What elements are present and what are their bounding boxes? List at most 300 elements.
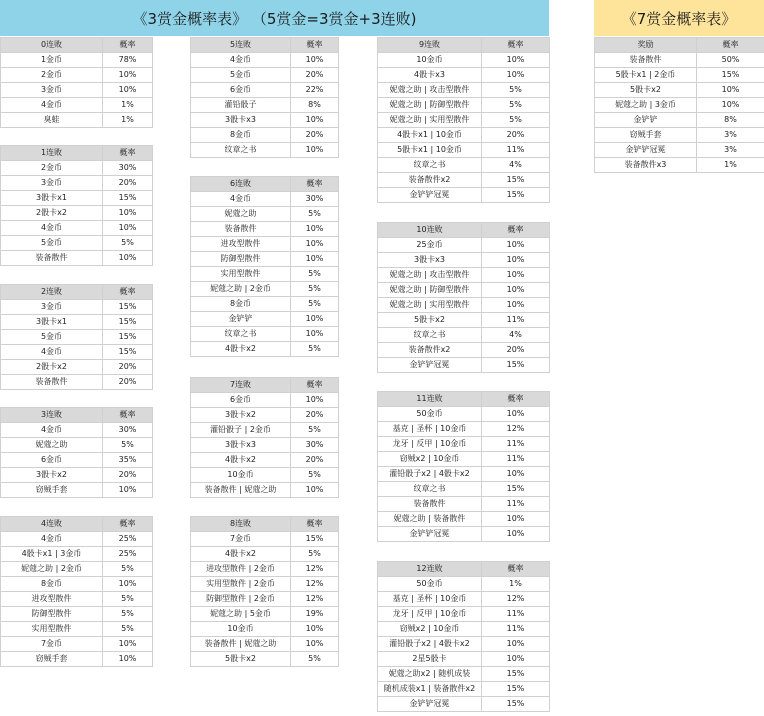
table-header-row [1, 408, 153, 423]
reward-cell: 5骰卡x1 | 2金币 [595, 68, 697, 83]
reward-cell: 8金币 [1, 577, 103, 592]
reward-cell: 7金币 [191, 532, 291, 547]
column-header-item: 11连败 [378, 392, 482, 407]
reward-cell: 2星5骰卡 [378, 652, 482, 667]
probability-cell: 15% [103, 300, 153, 315]
table-row [191, 98, 339, 113]
reward-cell: 基克 | 圣杯 | 10金币 [378, 592, 482, 607]
reward-cell: 纹章之书 [191, 327, 291, 342]
column-header-probability: 概率 [291, 38, 339, 53]
table-row [191, 192, 339, 207]
table-row [1, 236, 153, 251]
probability-cell: 5% [103, 562, 153, 577]
reward-cell: 妮蔻之助 | 攻击型散件 [378, 83, 482, 98]
reward-cell: 金铲铲冠冕 [378, 697, 482, 712]
reward-cell: 2骰卡x2 [1, 206, 103, 221]
probability-cell: 10% [482, 407, 550, 422]
table-t2 [0, 284, 153, 390]
table-row [378, 328, 550, 343]
table-t11 [377, 391, 550, 542]
reward-cell: 妮蔻之助 | 防御型散件 [378, 98, 482, 113]
probability-cell: 5% [482, 98, 550, 113]
column-header-probability: 概率 [482, 223, 550, 238]
table-t4 [0, 516, 153, 667]
probability-cell: 4% [482, 158, 550, 173]
reward-cell: 实用型散件 | 2金币 [191, 577, 291, 592]
reward-cell: 妮蔻之助 | 防御型散件 [378, 283, 482, 298]
probability-cell: 10% [103, 483, 153, 498]
table-row [1, 532, 153, 547]
reward-cell: 3骰卡x2 [191, 408, 291, 423]
probability-cell: 5% [291, 468, 339, 483]
table-row [378, 173, 550, 188]
probability-cell: 5% [482, 113, 550, 128]
table-row [191, 68, 339, 83]
column-header-probability: 概率 [697, 38, 764, 53]
reward-cell: 4骰卡x2 [191, 453, 291, 468]
table-row [191, 607, 339, 622]
table-row [378, 298, 550, 313]
probability-cell: 10% [482, 637, 550, 652]
probability-cell: 10% [291, 113, 339, 128]
reward-cell: 装备散件 [595, 53, 697, 68]
column-header-item: 7连败 [191, 378, 291, 393]
table-row [191, 53, 339, 68]
reward-cell: 妮蔻之助x2 | 随机成装 [378, 667, 482, 682]
table-row [1, 176, 153, 191]
probability-cell: 10% [103, 206, 153, 221]
column-header-item: 9连败 [378, 38, 482, 53]
probability-cell: 5% [103, 236, 153, 251]
probability-cell: 19% [291, 607, 339, 622]
probability-cell: 3% [697, 143, 764, 158]
reward-cell: 6金币 [191, 393, 291, 408]
probability-cell: 10% [482, 467, 550, 482]
probability-cell: 8% [291, 98, 339, 113]
table-row [191, 453, 339, 468]
reward-cell: 窃贼手套 [1, 652, 103, 667]
table-row [378, 158, 550, 173]
probability-cell: 5% [291, 652, 339, 667]
probability-cell: 10% [291, 143, 339, 158]
table-header-row [378, 562, 550, 577]
table-row [1, 607, 153, 622]
reward-cell: 妮蔻之助 | 5金币 [191, 607, 291, 622]
table-row [595, 53, 764, 68]
table-row [378, 283, 550, 298]
reward-cell: 妮蔻之助 [191, 207, 291, 222]
reward-cell: 3金币 [1, 176, 103, 191]
probability-cell: 5% [291, 282, 339, 297]
table-t12 [377, 561, 550, 712]
reward-cell: 窃贼x2 | 10金币 [378, 622, 482, 637]
table-row [191, 143, 339, 158]
reward-cell: 4骰卡x2 [191, 547, 291, 562]
table-row [595, 83, 764, 98]
probability-cell: 50% [697, 53, 764, 68]
probability-cell: 12% [482, 592, 550, 607]
table-row [191, 128, 339, 143]
table-row [191, 532, 339, 547]
reward-cell: 4金币 [1, 532, 103, 547]
probability-cell: 15% [697, 68, 764, 83]
table-row [191, 468, 339, 483]
probability-cell: 35% [103, 453, 153, 468]
reward-cell: 窃贼手套 [595, 128, 697, 143]
column-header-item: 6连败 [191, 177, 291, 192]
probability-cell: 10% [697, 83, 764, 98]
probability-cell: 8% [697, 113, 764, 128]
table-row [191, 637, 339, 652]
column-header-probability: 概率 [103, 408, 153, 423]
table-row [191, 408, 339, 423]
column-header-item: 2连败 [1, 285, 103, 300]
table-row [378, 113, 550, 128]
reward-cell: 灌铅骰子 [191, 98, 291, 113]
table-row [1, 206, 153, 221]
table-row [378, 68, 550, 83]
table-row [378, 637, 550, 652]
probability-cell: 10% [482, 268, 550, 283]
probability-cell: 78% [103, 53, 153, 68]
reward-cell: 50金币 [378, 577, 482, 592]
reward-cell: 1金币 [1, 53, 103, 68]
reward-cell: 6金币 [1, 453, 103, 468]
reward-cell: 妮蔻之助 [1, 438, 103, 453]
reward-cell: 妮蔻之助 | 2金币 [191, 282, 291, 297]
reward-cell: 3骰卡x3 [378, 253, 482, 268]
probability-cell: 15% [482, 697, 550, 712]
reward-cell: 2骰卡x2 [1, 360, 103, 375]
table-row [378, 53, 550, 68]
reward-cell: 防御型散件 [191, 252, 291, 267]
table-row [378, 607, 550, 622]
column-header-item: 8连败 [191, 517, 291, 532]
reward-cell: 4骰卡x1 | 10金币 [378, 128, 482, 143]
reward-cell: 妮蔻之助 | 2金币 [1, 562, 103, 577]
column-header-item: 1连败 [1, 146, 103, 161]
reward-cell: 10金币 [191, 468, 291, 483]
probability-cell: 5% [103, 592, 153, 607]
table-row [1, 577, 153, 592]
reward-cell: 进攻型散件 [191, 237, 291, 252]
probability-cell: 10% [291, 622, 339, 637]
table-header-row [1, 285, 153, 300]
table-row [191, 113, 339, 128]
probability-cell: 1% [482, 577, 550, 592]
reward-cell: 4金币 [191, 53, 291, 68]
reward-cell: 6金币 [191, 83, 291, 98]
probability-cell: 5% [291, 423, 339, 438]
reward-cell: 4金币 [1, 345, 103, 360]
reward-cell: 3金币 [1, 300, 103, 315]
reward-cell: 3骰卡x3 [191, 438, 291, 453]
reward-cell: 5骰卡x1 | 10金币 [378, 143, 482, 158]
table-row [378, 313, 550, 328]
table-t6 [190, 176, 339, 357]
reward-cell: 随机成装x1 | 装备散件x2 [378, 682, 482, 697]
reward-cell: 装备散件 [191, 222, 291, 237]
probability-cell: 15% [103, 330, 153, 345]
probability-cell: 5% [291, 267, 339, 282]
reward-cell: 3骰卡x1 [1, 191, 103, 206]
reward-cell: 龙牙 | 反甲 | 10金币 [378, 607, 482, 622]
reward-cell: 妮蔻之助 | 实用型散件 [378, 298, 482, 313]
reward-cell: 装备散件 [1, 375, 103, 390]
reward-cell: 纹章之书 [191, 143, 291, 158]
table-row [378, 452, 550, 467]
table-row [191, 267, 339, 282]
table-row [1, 300, 153, 315]
probability-cell: 15% [291, 532, 339, 547]
probability-cell: 10% [291, 312, 339, 327]
table-row [1, 330, 153, 345]
table-row [378, 512, 550, 527]
table-row [191, 282, 339, 297]
probability-cell: 12% [291, 562, 339, 577]
table-row [191, 562, 339, 577]
column-header-probability: 概率 [291, 378, 339, 393]
table-row [378, 358, 550, 373]
table-row [378, 497, 550, 512]
table-header-row [191, 177, 339, 192]
reward-cell: 5金币 [1, 330, 103, 345]
table-row [378, 422, 550, 437]
probability-cell: 12% [291, 577, 339, 592]
table-row [191, 252, 339, 267]
probability-cell: 10% [482, 283, 550, 298]
probability-cell: 10% [482, 68, 550, 83]
reward-cell: 金铲铲冠冕 [595, 143, 697, 158]
table-row [1, 191, 153, 206]
table-header-row [191, 378, 339, 393]
column-header-probability: 概率 [103, 146, 153, 161]
column-header-probability: 概率 [482, 562, 550, 577]
table-row [1, 423, 153, 438]
table-row [1, 438, 153, 453]
table-row [1, 547, 153, 562]
table-t10 [377, 222, 550, 373]
table-t1 [0, 145, 153, 266]
column-header-probability: 概率 [103, 517, 153, 532]
probability-cell: 10% [291, 393, 339, 408]
reward-cell: 装备散件 [1, 251, 103, 266]
table-row [1, 98, 153, 113]
reward-cell: 5金币 [1, 236, 103, 251]
table-row [191, 423, 339, 438]
probability-cell: 5% [103, 438, 153, 453]
reward-cell: 龙牙 | 反甲 | 10金币 [378, 437, 482, 452]
reward-cell: 5金币 [191, 68, 291, 83]
table-header-row [191, 517, 339, 532]
table-row [595, 98, 764, 113]
table-row [378, 98, 550, 113]
probability-cell: 30% [291, 192, 339, 207]
table-header-row [378, 38, 550, 53]
probability-cell: 10% [103, 577, 153, 592]
table-row [191, 222, 339, 237]
table-row [1, 562, 153, 577]
probability-cell: 30% [103, 161, 153, 176]
table-row [378, 437, 550, 452]
reward-cell: 进攻型散件 | 2金币 [191, 562, 291, 577]
table-row [378, 128, 550, 143]
probability-cell: 15% [482, 682, 550, 697]
reward-cell: 5骰卡x2 [595, 83, 697, 98]
reward-cell: 50金币 [378, 407, 482, 422]
table-row [191, 327, 339, 342]
probability-cell: 10% [482, 512, 550, 527]
reward-cell: 纹章之书 [378, 158, 482, 173]
reward-cell: 4金币 [191, 192, 291, 207]
reward-cell: 金铲铲冠冕 [378, 358, 482, 373]
probability-cell: 20% [291, 128, 339, 143]
table-row [378, 238, 550, 253]
probability-cell: 15% [103, 191, 153, 206]
probability-cell: 5% [291, 297, 339, 312]
probability-cell: 1% [697, 158, 764, 173]
table-row [1, 68, 153, 83]
probability-cell: 15% [103, 345, 153, 360]
probability-cell: 11% [482, 437, 550, 452]
probability-cell: 11% [482, 607, 550, 622]
probability-cell: 10% [291, 637, 339, 652]
table-row [378, 592, 550, 607]
column-header-item: 12连败 [378, 562, 482, 577]
title-banner-3-bounty: 《3赏金概率表》 （5赏金=3赏金+3连败) [0, 0, 549, 36]
table-t3 [0, 407, 153, 498]
table-row [378, 482, 550, 497]
probability-cell: 10% [103, 652, 153, 667]
table-row [191, 622, 339, 637]
table-row [595, 113, 764, 128]
table-row [1, 622, 153, 637]
table-row [595, 143, 764, 158]
reward-cell: 装备散件 | 妮蔻之助 [191, 637, 291, 652]
column-header-probability: 概率 [291, 177, 339, 192]
title-banner-7-bounty: 《7赏金概率表》 [594, 0, 764, 36]
probability-cell: 10% [291, 53, 339, 68]
probability-cell: 10% [291, 237, 339, 252]
reward-cell: 基克 | 圣杯 | 10金币 [378, 422, 482, 437]
reward-cell: 金铲铲 [595, 113, 697, 128]
probability-cell: 15% [482, 482, 550, 497]
probability-cell: 12% [291, 592, 339, 607]
table-row [1, 360, 153, 375]
table-row [191, 297, 339, 312]
reward-cell: 25金币 [378, 238, 482, 253]
probability-cell: 30% [103, 423, 153, 438]
table-row [378, 467, 550, 482]
table-row [378, 622, 550, 637]
column-header-probability: 概率 [482, 38, 550, 53]
column-header-item: 3连败 [1, 408, 103, 423]
probability-cell: 12% [482, 422, 550, 437]
table-row [191, 83, 339, 98]
reward-cell: 3金币 [1, 83, 103, 98]
probability-cell: 10% [291, 222, 339, 237]
table-row [191, 592, 339, 607]
table-row [1, 83, 153, 98]
table-row [1, 592, 153, 607]
reward-cell: 防御型散件 [1, 607, 103, 622]
table-t7b [594, 37, 764, 173]
probability-cell: 20% [103, 360, 153, 375]
probability-cell: 5% [103, 622, 153, 637]
reward-cell: 妮蔻之助 | 装备散件 [378, 512, 482, 527]
probability-cell: 5% [291, 342, 339, 357]
probability-cell: 5% [482, 83, 550, 98]
column-header-item: 5连败 [191, 38, 291, 53]
probability-cell: 15% [482, 188, 550, 203]
table-row [191, 438, 339, 453]
reward-cell: 金铲铲冠冕 [378, 527, 482, 542]
table-row [1, 345, 153, 360]
probability-cell: 10% [482, 652, 550, 667]
reward-cell: 装备散件x3 [595, 158, 697, 173]
probability-cell: 5% [103, 607, 153, 622]
probability-cell: 10% [291, 252, 339, 267]
table-header-row [1, 38, 153, 53]
reward-cell: 实用型散件 [191, 267, 291, 282]
reward-cell: 5骰卡x2 [191, 652, 291, 667]
reward-cell: 妮蔻之助 | 3金币 [595, 98, 697, 113]
reward-cell: 臭蛙 [1, 113, 103, 128]
table-row [191, 237, 339, 252]
table-row [378, 652, 550, 667]
table-row [191, 312, 339, 327]
reward-cell: 妮蔻之助 | 攻击型散件 [378, 268, 482, 283]
probability-cell: 22% [291, 83, 339, 98]
table-row [191, 547, 339, 562]
table-row [378, 188, 550, 203]
probability-cell: 10% [482, 238, 550, 253]
probability-cell: 10% [103, 83, 153, 98]
probability-cell: 20% [103, 468, 153, 483]
probability-cell: 15% [482, 667, 550, 682]
reward-cell: 2金币 [1, 161, 103, 176]
table-row [378, 253, 550, 268]
reward-cell: 灌铅骰子x2 | 4骰卡x2 [378, 637, 482, 652]
reward-cell: 灌铅骰子 | 2金币 [191, 423, 291, 438]
table-row [1, 453, 153, 468]
reward-cell: 装备散件x2 [378, 173, 482, 188]
probability-cell: 10% [103, 221, 153, 236]
probability-cell: 11% [482, 452, 550, 467]
reward-cell: 装备散件 [378, 497, 482, 512]
probability-cell: 20% [103, 176, 153, 191]
probability-cell: 1% [103, 113, 153, 128]
table-row [1, 468, 153, 483]
reward-cell: 2金币 [1, 68, 103, 83]
probability-cell: 20% [482, 128, 550, 143]
table-row [378, 343, 550, 358]
reward-cell: 装备散件x2 [378, 343, 482, 358]
table-row [191, 393, 339, 408]
table-row [378, 83, 550, 98]
reward-cell: 纹章之书 [378, 328, 482, 343]
reward-cell: 窃贼x2 | 10金币 [378, 452, 482, 467]
probability-cell: 11% [482, 497, 550, 512]
table-row [378, 577, 550, 592]
probability-cell: 5% [291, 547, 339, 562]
reward-cell: 金铲铲冠冕 [378, 188, 482, 203]
table-row [1, 483, 153, 498]
probability-cell: 10% [103, 251, 153, 266]
probability-cell: 20% [103, 375, 153, 390]
probability-cell: 11% [482, 622, 550, 637]
probability-cell: 15% [103, 315, 153, 330]
